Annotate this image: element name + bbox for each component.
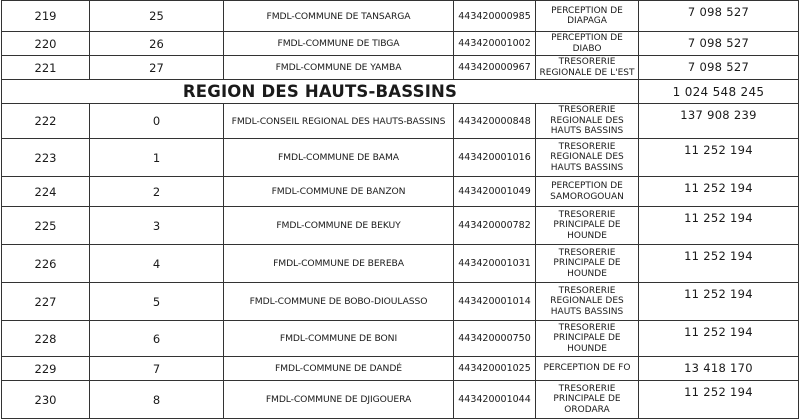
table-row (2, 177, 799, 207)
perception-office: TRESORERIE PRINCIPALE DE HOUNDE (536, 321, 639, 357)
row-index: 25 (90, 1, 224, 32)
row-number: 227 (2, 283, 90, 321)
perception-office: PERCEPTION DE FO (536, 357, 639, 381)
row-index: 6 (90, 321, 224, 357)
row-number: 224 (2, 177, 90, 207)
row-number: 219 (2, 1, 90, 32)
beneficiary-name: FMDL-COMMUNE DE BOBO-DIOULASSO (224, 283, 454, 321)
row-index: 27 (90, 56, 224, 80)
beneficiary-name: FMDL-COMMUNE DE BEREBA (224, 245, 454, 283)
table-row (2, 1, 799, 32)
account-number: 443420001044 (454, 381, 536, 419)
perception-office: PERCEPTION DE DIAPAGA (536, 1, 639, 32)
region-total-amount: 1 024 548 245 (639, 80, 799, 104)
amount: 7 098 527 (639, 1, 799, 32)
perception-office: TRESORERIE REGIONALE DE L'EST (536, 56, 639, 80)
perception-office: TRESORERIE REGIONALE DES HAUTS BASSINS (536, 283, 639, 321)
row-number: 223 (2, 139, 90, 177)
beneficiary-name: FMDL-COMMUNE DE BANZON (224, 177, 454, 207)
beneficiary-name: FMDL-COMMUNE DE YAMBA (224, 56, 454, 80)
account-number: 443420000848 (454, 104, 536, 139)
table-row (2, 56, 799, 80)
row-index: 2 (90, 177, 224, 207)
row-index: 0 (90, 104, 224, 139)
amount: 11 252 194 (639, 381, 799, 419)
beneficiary-name: FMDL-COMMUNE DE TIBGA (224, 32, 454, 56)
amount: 13 418 170 (639, 357, 799, 381)
table-row (2, 207, 799, 245)
table-row (2, 139, 799, 177)
table-row (2, 321, 799, 357)
account-number: 443420001025 (454, 357, 536, 381)
perception-office: TRESORERIE REGIONALE DES HAUTS BASSINS (536, 104, 639, 139)
row-number: 222 (2, 104, 90, 139)
amount: 11 252 194 (639, 177, 799, 207)
table-row (2, 357, 799, 381)
region-title: REGION DES HAUTS-BASSINS (2, 80, 639, 104)
row-index: 7 (90, 357, 224, 381)
amount: 11 252 194 (639, 283, 799, 321)
table-row (2, 104, 799, 139)
account-number: 443420000985 (454, 1, 536, 32)
account-number: 443420001002 (454, 32, 536, 56)
beneficiary-name: FMDL-COMMUNE DE BEKUY (224, 207, 454, 245)
beneficiary-name: FMDL-COMMUNE DE BONI (224, 321, 454, 357)
perception-office: TRESORERIE PRINCIPALE DE HOUNDE (536, 207, 639, 245)
account-number: 443420001014 (454, 283, 536, 321)
perception-office: PERCEPTION DE DIABO (536, 32, 639, 56)
perception-office: TRESORERIE PRINCIPALE DE ORODARA (536, 381, 639, 419)
table-row (2, 381, 799, 419)
amount: 137 908 239 (639, 104, 799, 139)
beneficiary-name: FMDL-CONSEIL REGIONAL DES HAUTS-BASSINS (224, 104, 454, 139)
perception-office: TRESORERIE PRINCIPALE DE HOUNDE (536, 245, 639, 283)
row-index: 26 (90, 32, 224, 56)
row-number: 226 (2, 245, 90, 283)
row-number: 220 (2, 32, 90, 56)
table-row (2, 32, 799, 56)
row-index: 4 (90, 245, 224, 283)
amount: 11 252 194 (639, 139, 799, 177)
amount: 11 252 194 (639, 245, 799, 283)
row-index: 8 (90, 381, 224, 419)
beneficiary-name: FMDL-COMMUNE DE BAMA (224, 139, 454, 177)
table-row (2, 245, 799, 283)
account-number: 443420001049 (454, 177, 536, 207)
row-index: 5 (90, 283, 224, 321)
row-index: 3 (90, 207, 224, 245)
amount: 7 098 527 (639, 56, 799, 80)
beneficiary-name: FMDL-COMMUNE DE TANSARGA (224, 1, 454, 32)
allocation-table (1, 0, 799, 419)
row-number: 230 (2, 381, 90, 419)
row-number: 228 (2, 321, 90, 357)
amount: 7 098 527 (639, 32, 799, 56)
account-number: 443420000782 (454, 207, 536, 245)
region-header-row (2, 80, 799, 104)
account-number: 443420001031 (454, 245, 536, 283)
row-number: 221 (2, 56, 90, 80)
row-index: 1 (90, 139, 224, 177)
table-row (2, 283, 799, 321)
perception-office: PERCEPTION DE SAMOROGOUAN (536, 177, 639, 207)
perception-office: TRESORERIE REGIONALE DES HAUTS BASSINS (536, 139, 639, 177)
account-number: 443420000750 (454, 321, 536, 357)
account-number: 443420001016 (454, 139, 536, 177)
beneficiary-name: FMDL-COMMUNE DE DJIGOUERA (224, 381, 454, 419)
account-number: 443420000967 (454, 56, 536, 80)
amount: 11 252 194 (639, 321, 799, 357)
amount: 11 252 194 (639, 207, 799, 245)
row-number: 225 (2, 207, 90, 245)
beneficiary-name: FMDL-COMMUNE DE DANDÉ (224, 357, 454, 381)
row-number: 229 (2, 357, 90, 381)
